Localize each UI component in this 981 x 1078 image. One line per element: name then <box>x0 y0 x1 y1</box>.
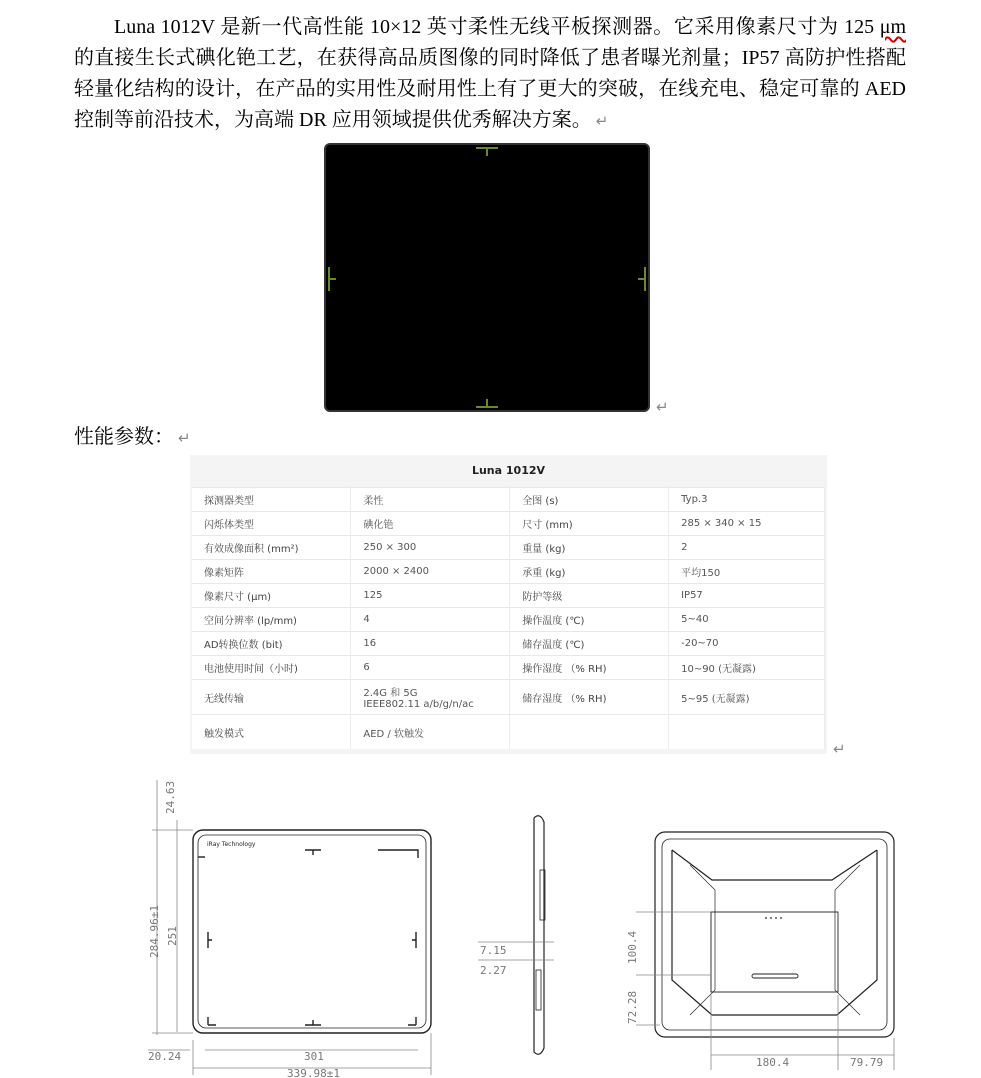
spec-empty-cell <box>669 715 825 750</box>
spec-value: 2000 × 2400 <box>351 560 510 584</box>
spec-value: Typ.3 <box>669 488 825 512</box>
spec-key: 重量 (kg) <box>510 536 669 560</box>
spec-key: 操作湿度 （% RH) <box>510 656 669 680</box>
spec-value: 6 <box>351 656 510 680</box>
spec-key: 防护等级 <box>510 584 669 608</box>
dim-back-d: 79.79 <box>850 1056 884 1069</box>
spec-key: 触发模式 <box>192 715 351 750</box>
table-row <box>192 536 825 560</box>
back-right-inner <box>835 865 860 1015</box>
spec-value: 16 <box>351 632 510 656</box>
detector-photo <box>324 143 650 412</box>
spec-value: 250 × 300 <box>351 536 510 560</box>
dim-width-total: 339.98±1 <box>287 1067 340 1078</box>
side-view <box>534 816 545 1055</box>
spec-key: 空间分辨率 (lp/mm) <box>192 608 351 632</box>
front-top-mark <box>305 850 321 855</box>
front-dim-lines <box>148 780 431 1075</box>
alignment-mark-bottom-stem <box>486 399 488 408</box>
spec-key: 闪烁体类型 <box>192 512 351 536</box>
return-mark-label: ↵ <box>178 429 191 447</box>
alignment-mark-top-stem <box>486 147 488 156</box>
dim-height-active: 251 <box>166 926 179 946</box>
spec-value: 4 <box>351 608 510 632</box>
intro-text-b: 的直接生长式碘化铯工艺，在获得高品质图像的同时降低了患者曝光剂量；IP57 高防护性搭配轻量化结构的设计，在产品的实用性及耐用性上有了更大的突破，在线充电、稳定可靠的 AED 控制等前沿技术，为高端 DR 应用领域提供优秀解决方案。 <box>74 47 906 131</box>
dim-side-a: 7.15 <box>480 944 507 957</box>
side-port-lower <box>536 970 541 1010</box>
spec-value: 5~40 <box>669 608 825 632</box>
spec-value: 10~90 (无凝露) <box>669 656 825 680</box>
front-inner-frame <box>198 835 426 1028</box>
spec-key: 像素尺寸 (μm) <box>192 584 351 608</box>
spec-value: IP57 <box>669 584 825 608</box>
table-row <box>192 656 825 680</box>
spec-value: 5~95 (无凝露) <box>669 680 825 715</box>
dim-top-margin: 24.63 <box>164 780 177 814</box>
spec-value-line: IEEE802.11 a/b/g/n/ac <box>363 699 474 710</box>
unit-micron: μm <box>879 16 906 38</box>
spec-key: 无线传输 <box>192 680 351 715</box>
spec-value: 125 <box>351 584 510 608</box>
alignment-mark-right-stem <box>638 278 646 280</box>
dim-back-c: 180.4 <box>756 1056 790 1069</box>
spec-value: 柔性 <box>351 488 510 512</box>
table-row <box>192 715 825 750</box>
dim-height-total: 284.96±1 <box>148 905 161 958</box>
table-row <box>192 512 825 536</box>
spec-key: 像素矩阵 <box>192 560 351 584</box>
intro-paragraph <box>74 12 906 137</box>
dim-left-margin: 20.24 <box>148 1050 182 1063</box>
spec-empty-cell <box>510 715 669 750</box>
table-row <box>192 632 825 656</box>
spec-key: 电池使用时间（小时) <box>192 656 351 680</box>
spec-key: AD转换位数 (bit) <box>192 632 351 656</box>
back-top-rib <box>672 850 877 880</box>
spec-value: -20~70 <box>669 632 825 656</box>
front-view <box>193 830 431 1033</box>
front-outer-frame <box>193 830 431 1033</box>
table-row <box>192 584 825 608</box>
back-right-rib <box>837 850 877 1015</box>
back-connector <box>752 974 798 978</box>
table-row <box>192 608 825 632</box>
return-mark: ↵ <box>595 112 609 130</box>
spec-value: 285 × 340 × 15 <box>669 512 825 536</box>
spec-key: 储存温度 (℃) <box>510 632 669 656</box>
alignment-mark-left-stem <box>328 278 336 280</box>
return-mark-table: ↵ <box>833 740 846 758</box>
back-dim-lines <box>636 912 894 1070</box>
back-label-plate <box>711 912 838 992</box>
table-row <box>192 560 825 584</box>
spec-value: 平均150 <box>669 560 825 584</box>
spec-key: 全图 (s) <box>510 488 669 512</box>
front-right-mark <box>412 932 416 948</box>
spec-key: 承重 (kg) <box>510 560 669 584</box>
front-left-mark <box>208 932 212 948</box>
dim-back-a: 100.4 <box>626 930 639 964</box>
spec-key: 储存湿度 （% RH) <box>510 680 669 715</box>
spec-value-line: 2.4G 和 5G <box>363 688 418 699</box>
spec-value: 碘化铯 <box>351 512 510 536</box>
back-view <box>655 832 894 1037</box>
front-bottom-mark <box>305 1020 321 1025</box>
spec-key: 操作温度 (℃) <box>510 608 669 632</box>
intro-text-a: Luna 1012V 是新一代高性能 10×12 英寸柔性无线平板探测器。它采用像素尺寸为 125 <box>114 16 880 38</box>
spec-table-panel <box>190 455 827 754</box>
table-row <box>192 488 825 512</box>
front-tr-mark <box>378 850 418 858</box>
spec-key: 探测器类型 <box>192 488 351 512</box>
dim-side-b: 2.27 <box>480 964 507 977</box>
spec-key: 有效成像面积 (mm²) <box>192 536 351 560</box>
spec-table <box>192 487 825 749</box>
side-profile <box>534 816 544 1055</box>
dim-back-b: 72.28 <box>626 990 639 1024</box>
section-label-text: 性能参数： <box>74 424 174 448</box>
back-indicator-dots <box>765 917 782 919</box>
spec-table-title: Luna 1012V <box>471 464 546 477</box>
spec-value <box>351 680 510 715</box>
spec-value: 2 <box>669 536 825 560</box>
table-row <box>192 680 825 715</box>
technical-drawings <box>0 770 981 1078</box>
back-left-rib <box>672 850 712 1015</box>
front-bl-mark <box>208 1017 216 1025</box>
return-mark-image: ↵ <box>656 398 669 416</box>
brand-logo: iRay Technology <box>207 841 256 848</box>
section-label <box>74 420 191 449</box>
spec-key: 尺寸 (mm) <box>510 512 669 536</box>
front-br-mark <box>408 1017 416 1025</box>
dim-width-active: 301 <box>304 1050 324 1063</box>
spec-value: AED / 软触发 <box>351 715 510 750</box>
